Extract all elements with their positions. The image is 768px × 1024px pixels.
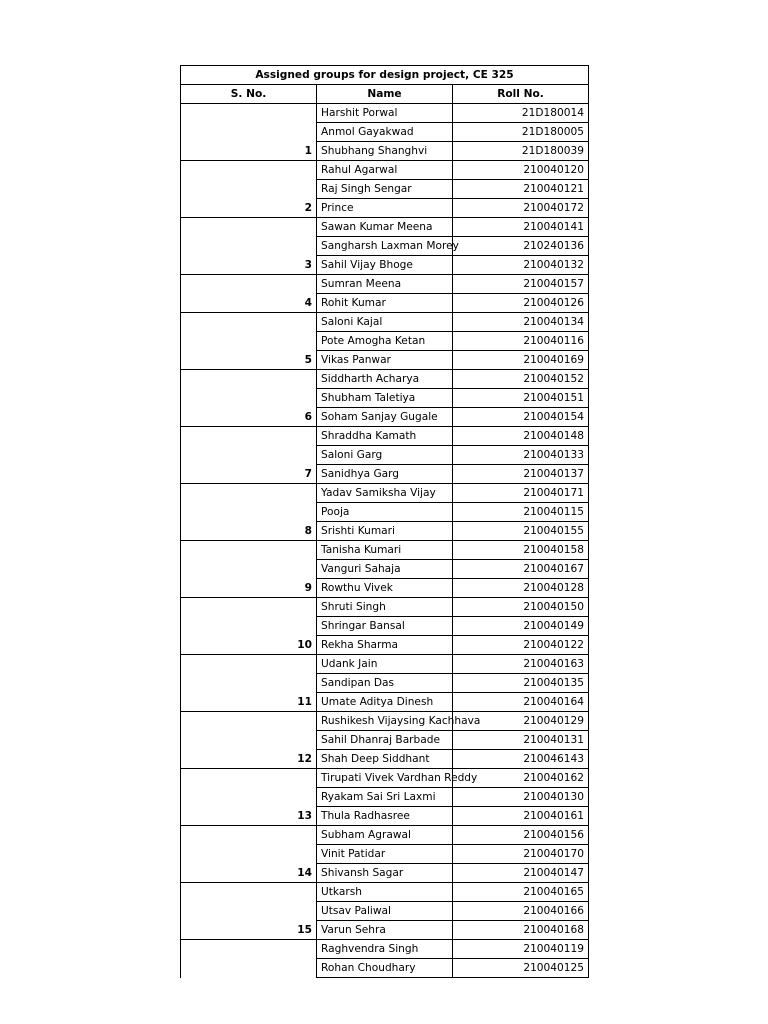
group-number-cell [181, 370, 317, 389]
member-name-cell: Rushikesh Vijaysing Kachhava [317, 712, 453, 731]
roll-number-cell: 210040162 [453, 769, 589, 788]
group-number-cell: 14 [181, 864, 317, 883]
member-name-cell: Vanguri Sahaja [317, 560, 453, 579]
roll-number-cell: 210040119 [453, 940, 589, 959]
group-number-cell [181, 940, 317, 959]
roll-number-cell: 210040125 [453, 959, 589, 978]
roll-number-cell: 210040151 [453, 389, 589, 408]
roll-number-cell: 210040169 [453, 351, 589, 370]
header-row [181, 85, 589, 104]
table-row [181, 294, 589, 313]
table-row [181, 750, 589, 769]
group-number-cell: 8 [181, 522, 317, 541]
group-number-cell [181, 788, 317, 807]
table-title: Assigned groups for design project, CE 325 [181, 66, 589, 85]
roll-number-cell: 210040155 [453, 522, 589, 541]
header-name: Name [317, 85, 453, 104]
member-name-cell: Pote Amogha Ketan [317, 332, 453, 351]
member-name-cell: Raj Singh Sengar [317, 180, 453, 199]
roll-number-cell: 210040163 [453, 655, 589, 674]
roll-number-cell: 210040121 [453, 180, 589, 199]
member-name-cell: Saloni Garg [317, 446, 453, 465]
roll-number-cell: 210040166 [453, 902, 589, 921]
table-row [181, 712, 589, 731]
member-name-cell: Srishti Kumari [317, 522, 453, 541]
group-number-cell [181, 598, 317, 617]
table-row [181, 275, 589, 294]
roll-number-cell: 210040158 [453, 541, 589, 560]
group-number-cell [181, 902, 317, 921]
table-row [181, 427, 589, 446]
table-row [181, 598, 589, 617]
member-name-cell: Vikas Panwar [317, 351, 453, 370]
roll-number-cell: 210040135 [453, 674, 589, 693]
roll-number-cell: 210040133 [453, 446, 589, 465]
member-name-cell: Rahul Agarwal [317, 161, 453, 180]
group-number-cell [181, 180, 317, 199]
table-row [181, 256, 589, 275]
group-number-cell: 5 [181, 351, 317, 370]
group-number-cell [181, 332, 317, 351]
table-row [181, 845, 589, 864]
roll-number-cell: 210040167 [453, 560, 589, 579]
member-name-cell: Tanisha Kumari [317, 541, 453, 560]
table-row [181, 826, 589, 845]
member-name-cell: Yadav Samiksha Vijay [317, 484, 453, 503]
table-row [181, 503, 589, 522]
table-row [181, 655, 589, 674]
roll-number-cell: 210240136 [453, 237, 589, 256]
table-row [181, 446, 589, 465]
table-row [181, 902, 589, 921]
roll-number-cell: 210040126 [453, 294, 589, 313]
member-name-cell: Sahil Vijay Bhoge [317, 256, 453, 275]
group-number-cell: 2 [181, 199, 317, 218]
group-number-cell [181, 560, 317, 579]
table-row [181, 465, 589, 484]
member-name-cell: Prince [317, 199, 453, 218]
table-row [181, 731, 589, 750]
table-row [181, 161, 589, 180]
table-row [181, 788, 589, 807]
member-name-cell: Umate Aditya Dinesh [317, 693, 453, 712]
header-roll: Roll No. [453, 85, 589, 104]
group-number-cell [181, 389, 317, 408]
member-name-cell: Soham Sanjay Gugale [317, 408, 453, 427]
table-row [181, 579, 589, 598]
group-number-cell [181, 123, 317, 142]
member-name-cell: Sandipan Das [317, 674, 453, 693]
member-name-cell: Vinit Patidar [317, 845, 453, 864]
group-number-cell [181, 313, 317, 332]
member-name-cell: Subham Agrawal [317, 826, 453, 845]
roll-number-cell: 210040122 [453, 636, 589, 655]
table-row [181, 807, 589, 826]
group-number-cell [181, 503, 317, 522]
member-name-cell: Sahil Dhanraj Barbade [317, 731, 453, 750]
roll-number-cell: 210040168 [453, 921, 589, 940]
roll-number-cell: 210040130 [453, 788, 589, 807]
group-number-cell [181, 161, 317, 180]
member-name-cell: Rohit Kumar [317, 294, 453, 313]
group-number-cell: 11 [181, 693, 317, 712]
table-row [181, 180, 589, 199]
group-number-cell [181, 674, 317, 693]
roll-number-cell: 210040170 [453, 845, 589, 864]
group-number-cell [181, 104, 317, 123]
member-name-cell: Harshit Porwal [317, 104, 453, 123]
member-name-cell: Saloni Kajal [317, 313, 453, 332]
member-name-cell: Rohan Choudhary [317, 959, 453, 978]
roll-number-cell: 21D180039 [453, 142, 589, 161]
roll-number-cell: 21D180005 [453, 123, 589, 142]
member-name-cell: Ryakam Sai Sri Laxmi [317, 788, 453, 807]
roll-number-cell: 210040164 [453, 693, 589, 712]
roll-number-cell: 210040150 [453, 598, 589, 617]
group-number-cell [181, 712, 317, 731]
roll-number-cell: 210040134 [453, 313, 589, 332]
group-number-cell [181, 275, 317, 294]
table-body [181, 66, 589, 978]
member-name-cell: Shruti Singh [317, 598, 453, 617]
member-name-cell: Sumran Meena [317, 275, 453, 294]
table-row [181, 921, 589, 940]
table-row [181, 237, 589, 256]
member-name-cell: Shubhang Shanghvi [317, 142, 453, 161]
roll-number-cell: 210040148 [453, 427, 589, 446]
table-row [181, 484, 589, 503]
group-number-cell: 1 [181, 142, 317, 161]
roll-number-cell: 210040131 [453, 731, 589, 750]
member-name-cell: Pooja [317, 503, 453, 522]
roll-number-cell: 21D180014 [453, 104, 589, 123]
group-number-cell [181, 655, 317, 674]
table-row [181, 541, 589, 560]
roll-number-cell: 210040129 [453, 712, 589, 731]
roll-number-cell: 210040161 [453, 807, 589, 826]
group-number-cell [181, 769, 317, 788]
member-name-cell: Shraddha Kamath [317, 427, 453, 446]
member-name-cell: Thula Radhasree [317, 807, 453, 826]
group-number-cell: 15 [181, 921, 317, 940]
member-name-cell: Sangharsh Laxman Morey [317, 237, 453, 256]
table-row [181, 370, 589, 389]
roll-number-cell: 210040171 [453, 484, 589, 503]
member-name-cell: Sawan Kumar Meena [317, 218, 453, 237]
group-number-cell: 9 [181, 579, 317, 598]
group-number-cell [181, 845, 317, 864]
table-row [181, 883, 589, 902]
roll-number-cell: 210040165 [453, 883, 589, 902]
roll-number-cell: 210040116 [453, 332, 589, 351]
roll-number-cell: 210040115 [453, 503, 589, 522]
member-name-cell: Shringar Bansal [317, 617, 453, 636]
group-number-cell: 13 [181, 807, 317, 826]
table-row [181, 313, 589, 332]
table-row [181, 636, 589, 655]
member-name-cell: Tirupati Vivek Vardhan Reddy [317, 769, 453, 788]
group-number-cell [181, 731, 317, 750]
group-assignment-table [180, 65, 589, 978]
group-number-cell: 12 [181, 750, 317, 769]
roll-number-cell: 210040132 [453, 256, 589, 275]
member-name-cell: Shivansh Sagar [317, 864, 453, 883]
table-row [181, 560, 589, 579]
table-row [181, 864, 589, 883]
table-row [181, 123, 589, 142]
group-number-cell: 3 [181, 256, 317, 275]
roll-number-cell: 210040137 [453, 465, 589, 484]
table-row [181, 389, 589, 408]
group-number-cell [181, 826, 317, 845]
member-name-cell: Shubham Taletiya [317, 389, 453, 408]
group-number-cell [181, 617, 317, 636]
table-row [181, 351, 589, 370]
table-row [181, 142, 589, 161]
member-name-cell: Sanidhya Garg [317, 465, 453, 484]
table-row [181, 199, 589, 218]
roll-number-cell: 210040149 [453, 617, 589, 636]
roll-number-cell: 210040120 [453, 161, 589, 180]
roll-number-cell: 210040141 [453, 218, 589, 237]
header-sno: S. No. [181, 85, 317, 104]
member-name-cell: Rekha Sharma [317, 636, 453, 655]
roll-number-cell: 210046143 [453, 750, 589, 769]
table-row [181, 332, 589, 351]
group-number-cell: 6 [181, 408, 317, 427]
group-number-cell [181, 446, 317, 465]
group-number-cell [181, 959, 317, 978]
title-row [181, 66, 589, 85]
group-number-cell: 4 [181, 294, 317, 313]
member-name-cell: Rowthu Vivek [317, 579, 453, 598]
table-row [181, 104, 589, 123]
roll-number-cell: 210040156 [453, 826, 589, 845]
table-row [181, 522, 589, 541]
roll-number-cell: 210040172 [453, 199, 589, 218]
table-row [181, 408, 589, 427]
member-name-cell: Utsav Paliwal [317, 902, 453, 921]
roll-number-cell: 210040154 [453, 408, 589, 427]
table-row [181, 674, 589, 693]
table-row [181, 959, 589, 978]
table-row [181, 617, 589, 636]
group-number-cell: 7 [181, 465, 317, 484]
member-name-cell: Anmol Gayakwad [317, 123, 453, 142]
table-row [181, 218, 589, 237]
group-number-cell [181, 541, 317, 560]
roll-number-cell: 210040147 [453, 864, 589, 883]
member-name-cell: Udank Jain [317, 655, 453, 674]
member-name-cell: Shah Deep Siddhant [317, 750, 453, 769]
group-number-cell [181, 484, 317, 503]
group-number-cell: 10 [181, 636, 317, 655]
table-row [181, 769, 589, 788]
roll-number-cell: 210040157 [453, 275, 589, 294]
member-name-cell: Varun Sehra [317, 921, 453, 940]
group-number-cell [181, 218, 317, 237]
member-name-cell: Siddharth Acharya [317, 370, 453, 389]
roll-number-cell: 210040152 [453, 370, 589, 389]
table-row [181, 693, 589, 712]
member-name-cell: Utkarsh [317, 883, 453, 902]
member-name-cell: Raghvendra Singh [317, 940, 453, 959]
group-number-cell [181, 237, 317, 256]
roll-number-cell: 210040128 [453, 579, 589, 598]
group-number-cell [181, 427, 317, 446]
table-row [181, 940, 589, 959]
group-number-cell [181, 883, 317, 902]
